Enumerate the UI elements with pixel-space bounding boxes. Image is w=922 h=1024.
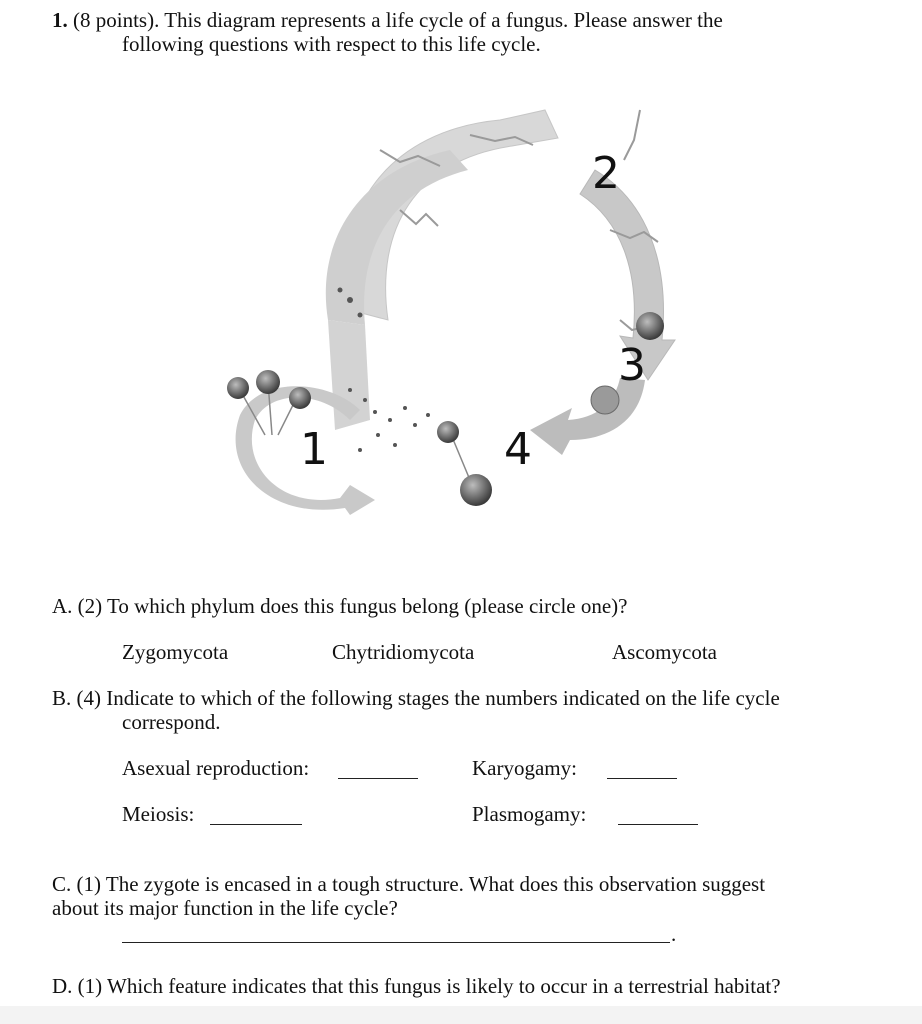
label-4: 4	[504, 424, 532, 475]
option-zygomycota[interactable]: Zygomycota	[122, 640, 229, 664]
part-c-answer-blank[interactable]	[122, 924, 670, 943]
stage-meiosis-row	[122, 802, 194, 826]
label-3: 3	[618, 340, 646, 391]
fungus-life-cycle-diagram	[200, 90, 720, 530]
option-chytridiomycota[interactable]: Chytridiomycota	[332, 640, 475, 664]
stage-plasmogamy-row	[472, 802, 586, 826]
question-header-text: (8 points). This diagram represents a life cycle of a fungus. Please answer the	[73, 8, 723, 32]
question-header-line2: following questions with respect to this life cycle.	[122, 32, 541, 56]
question-number: 1.	[52, 8, 68, 32]
part-c-prompt-line1: C. (1) The zygote is encased in a tough structure. What does this observation suggest	[52, 872, 766, 896]
label-2: 2	[592, 148, 620, 199]
stage-plasmogamy-label: Plasmogamy:	[472, 802, 587, 826]
cycle-arrow-inner	[326, 150, 468, 325]
part-b-prompt-line2: correspond.	[122, 710, 221, 734]
part-c-end-mark: .	[671, 922, 677, 946]
stage-meiosis-label: Meiosis:	[122, 802, 195, 826]
asexual-answer-blank[interactable]	[338, 760, 418, 779]
meiosis-answer-blank[interactable]	[210, 806, 302, 825]
zygosporangium	[437, 421, 492, 506]
part-b-prompt-line1: B. (4) Indicate to which of the following stages the numbers indicated on the life cycle	[52, 686, 780, 710]
question-header-line1	[52, 8, 723, 32]
stage-karyogamy-row	[472, 756, 577, 780]
stage-asexual-row	[122, 756, 309, 780]
label-1: 1	[300, 424, 328, 475]
part-c-prompt-line2: about its major function in the life cycle?	[52, 896, 398, 920]
stage-asexual-label: Asexual reproduction:	[122, 756, 310, 780]
part-d-prompt: D. (1) Which feature indicates that this fungus is likely to occur in a terrestrial habitat?	[52, 974, 781, 998]
plasmogamy-answer-blank[interactable]	[618, 806, 698, 825]
karyogamy-answer-blank[interactable]	[607, 760, 677, 779]
page-bottom-edge	[0, 1006, 922, 1024]
stage-karyogamy-label: Karyogamy:	[472, 756, 577, 780]
option-ascomycota[interactable]: Ascomycota	[612, 640, 717, 664]
part-a-prompt: A. (2) To which phylum does this fungus belong (please circle one)?	[52, 594, 628, 618]
